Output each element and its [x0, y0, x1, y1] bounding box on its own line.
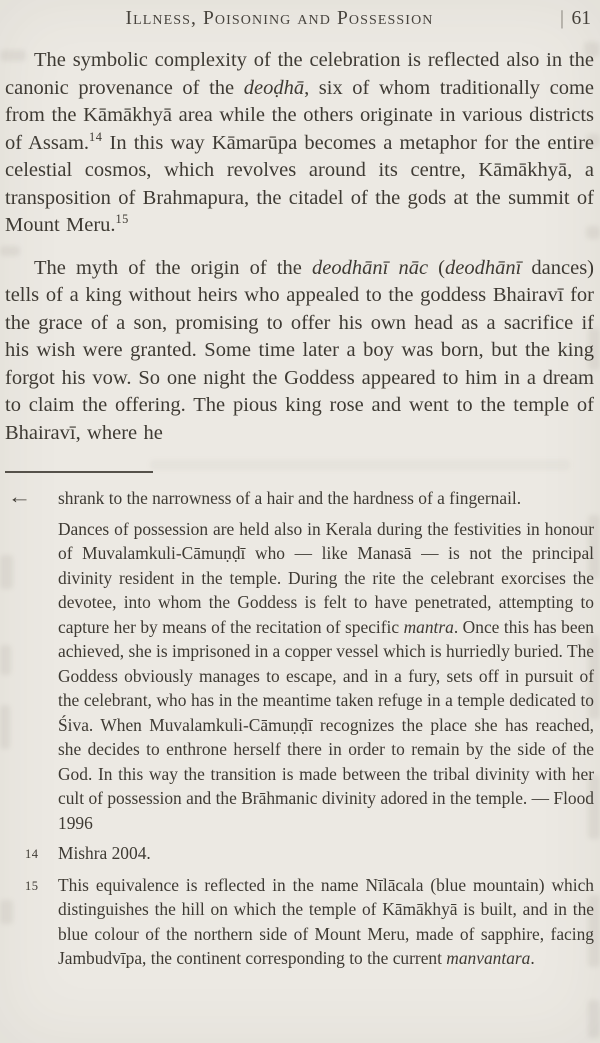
footnote-15-number: 15: [25, 878, 39, 893]
footnote-continuation-paragraph: [58, 517, 594, 836]
footnote-ref-15: 15: [115, 212, 129, 227]
paragraph-1-text: In this way Kāmarūpa becomes a metaphor for the entire celestial cosmos, which revolves around its centre, Kāmākhyā, a transposition of Brahmapura, the citadel of the gods at the summit of Mount Meru.: [5, 131, 595, 236]
footnote-ref-14: 14: [89, 129, 103, 144]
folio: [560, 8, 591, 30]
footnote-14-text: [58, 841, 594, 867]
page-header: [5, 8, 594, 34]
footnote-text: Dances of possession are held also in Kerala during the festivities in honour of Muvalamkuli-Cāmuṇḍī who — like Manasā — is not the principal divinity resident in the temple. During the rite the celebrant exorcises the devotee, into whom the Goddess is felt to have penetrated, attempting to capture her by means of the recitation of specific: [58, 518, 594, 637]
footnote-continuation: [5, 486, 594, 835]
paragraph-2-text: (: [428, 256, 445, 279]
footnote-15-paragraph: [58, 873, 594, 971]
folio-divider: |: [560, 8, 563, 29]
bleed-through-mark: [588, 1000, 600, 1038]
italic-term-deodhani-nac: deodhānī nāc: [312, 256, 429, 279]
italic-term-mantra: mantra: [403, 616, 454, 637]
paragraph-2-text: dances) tells of a king without heirs who appealed to the goddess Bhairavī for the grace of a son, promising to offer his own head as a sacrifice if his wish were granted. Some time later a boy was born, but the king forgot his vow. So one night the Goddess appeared to him in a dream to claim the offering. The pious king rose and went to the temple of Bhairavī, where he: [5, 256, 595, 444]
paragraph-2-text: The myth of the origin of the: [34, 256, 313, 279]
footnote-separator-rule: [5, 471, 153, 473]
paragraph-1-text: , six of whom traditionally come from the Kāmākhyā area while the others originate in various districts of Assam.: [5, 76, 595, 154]
running-title: Illness, Poisoning and Possession: [125, 8, 434, 29]
bleed-through-mark: [150, 460, 570, 470]
footnote-14-number: 14: [25, 847, 39, 861]
page-number: 61: [571, 8, 591, 29]
paragraph-1: [5, 47, 594, 240]
footnote-text: . Once this has been achieved, she is imprisoned in a copper vessel which is hurriedly buried. The Goddess obviously manages to escape, and in a fury, sets off in pursuit of the celebrant, who has in the meantime taken refuge in a temple dedicated to Śiva. When Muvalamkuli-Cāmuṇḍī recognizes the place she has reached, she decides to enthrone herself there in order to remain by the side of the God. In this way the transition is made between the tribal divinity with her cult of possession and the Brāhmanic divinity adored in the temple. — Flood 1996: [58, 616, 594, 833]
italic-term-manvantara: manvantara: [446, 948, 531, 968]
footnote-continuation-line: shrank to the narrowness of a hair and the hardness of a fingernail.: [58, 488, 522, 508]
italic-term-deodhani: deodhānī: [445, 256, 522, 279]
footnote-15-text: [58, 873, 594, 971]
footnote-text: Mishra 2004.: [58, 843, 151, 863]
paragraph-1-text: The symbolic complexity of the celebration is reflected also in the canonic provenance of the: [5, 49, 594, 99]
continuation-arrow-icon: ←: [7, 487, 32, 508]
footnote-15: [5, 873, 594, 971]
italic-term-deodha: deoḍhā: [243, 76, 305, 99]
footnote-14: [5, 841, 594, 867]
footnotes-section: [5, 486, 594, 971]
footnote-continuation-text: [58, 486, 594, 835]
body-text: [5, 47, 594, 447]
footnote-text: This equivalence is reflected in the name Nīlācala (blue mountain) which distinguishes the hill on which the temple of Kāmākhyā is built, and in the blue colour of the northern side of Mount Meru, made of sapphire, facing Jambudvīpa, the continent corresponding to the current: [58, 874, 594, 968]
footnote-text: .: [530, 948, 535, 968]
paragraph-2: [5, 255, 594, 448]
